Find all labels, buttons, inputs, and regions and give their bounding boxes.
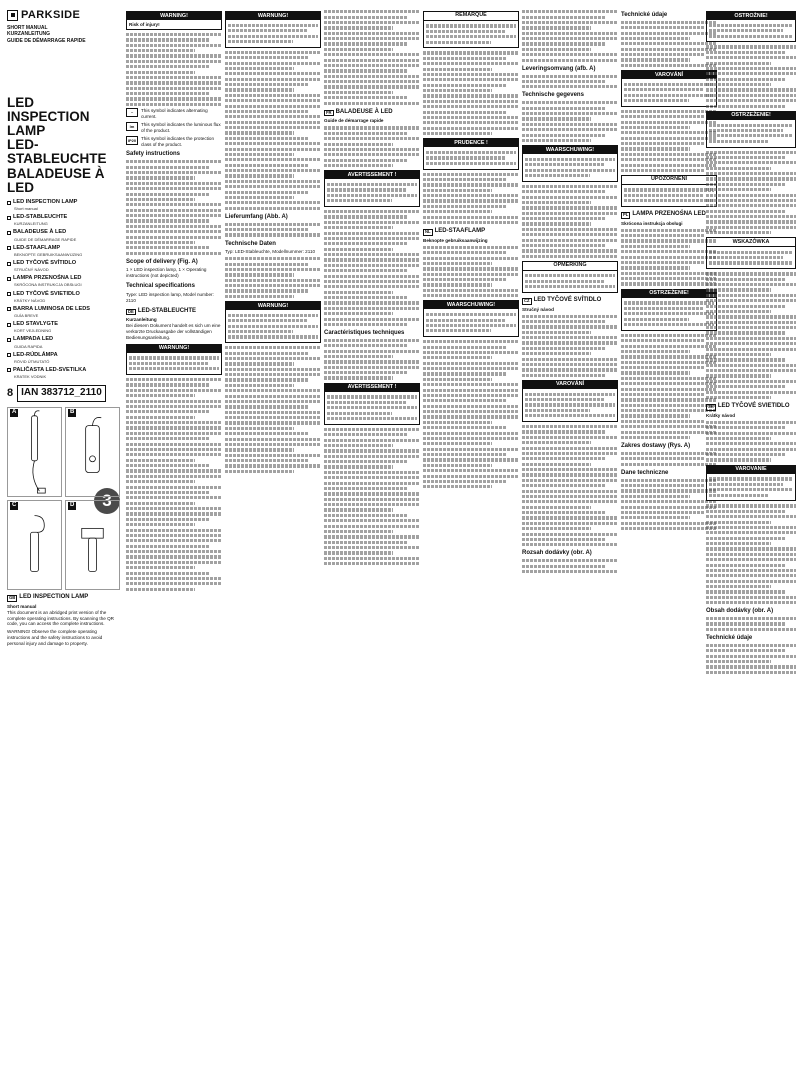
warning-label: VAROVÁNÍ — [523, 381, 617, 389]
warning-label: WARNUNG! — [226, 302, 320, 310]
warning-box — [621, 289, 717, 331]
body-text — [324, 210, 420, 326]
figure-label: A — [12, 409, 17, 416]
lamp-illustration-icon — [8, 408, 61, 496]
fig-heading: Zakres dostawy (Rys. A) — [621, 443, 691, 450]
flag-icon — [7, 307, 11, 311]
language-name: LAMPA PRZENOŚNA LED — [13, 275, 82, 282]
language-name: LED TYČOVÉ SVÍTIDLO — [13, 260, 77, 267]
warning-label: AVERTISSEMENT ! — [325, 384, 419, 392]
language-subtitle: Short manual — [14, 206, 38, 212]
body-text — [423, 340, 519, 488]
section-title: GB LED INSPECTION LAMP — [9, 594, 89, 601]
warning-box — [126, 344, 222, 375]
symbol-ip20: IP20 This symbol indicates the protection class of the product. — [127, 135, 215, 147]
language-subtitle: STRUČNÝ NÁVOD — [14, 267, 49, 273]
note-label: OPMERKING — [523, 262, 617, 271]
flag-icon — [7, 262, 11, 266]
language-subtitle: KRATEK VODNIK — [14, 374, 47, 380]
fig-heading: Rozsah dodávky (obr. A) — [522, 550, 592, 557]
section-subtitle: Krátky návod — [706, 412, 736, 418]
language-name: BARRA LUMINOSA DE LEDS — [13, 305, 90, 312]
flag-icon — [7, 338, 11, 342]
tech-heading: Caractéristiques techniques — [324, 330, 405, 337]
tech-text: Typ: LED-Stableuchte, Modellnummer: 2110 — [225, 249, 316, 255]
warning-box — [706, 111, 796, 148]
language-code-icon: SK — [708, 404, 714, 410]
language-name: PALIČASTA LED-SVETILKA — [13, 366, 87, 373]
language-code-icon: GB — [9, 595, 16, 601]
language-name: LED-STAAFLAMP — [13, 244, 61, 251]
language-name: BALADEUSE À LED — [13, 229, 67, 236]
edition-badge: 3 — [94, 488, 120, 514]
language-subtitle: GUÍA BREVE — [14, 312, 39, 318]
intro-text: Bei diesem Dokument handelt es sich um eine verkürzte Druckausgabe der vollständigen Bedienungsanleitung. — [126, 322, 221, 340]
section-subtitle: Guide de démarrage rapide — [324, 118, 384, 124]
warning-label: OSTRZEŻENIE! — [622, 290, 716, 298]
lamp-magnet-icon — [66, 501, 119, 589]
flag-icon — [7, 277, 11, 281]
brand-name: PARKSIDE — [21, 8, 81, 21]
section-subtitle: Skrócona instrukcja obsługi — [621, 220, 683, 226]
flag-icon — [7, 368, 11, 372]
document-type-list — [7, 25, 120, 44]
language-subtitle: GUIDA RAPIDA — [14, 343, 43, 349]
caution-label: OSTROŻNIE! — [707, 12, 795, 20]
section-title: DE LED-STABLEUCHTE — [128, 307, 197, 314]
flag-icon — [7, 323, 11, 327]
ip20-symbol-icon: IP20 — [127, 137, 137, 143]
warning-label: WAARSCHUWING! — [424, 301, 518, 309]
column-5 — [423, 8, 519, 1064]
symbol-ac: ~ This symbol indicates alternating current. — [126, 108, 222, 120]
body-text — [126, 160, 222, 255]
note-label: UPOZORNĚNÍ — [622, 176, 716, 185]
section-subtitle: Kurzanleitung — [126, 317, 157, 323]
note-box — [706, 237, 796, 269]
tech-heading: Technische Daten — [225, 240, 276, 247]
language-code-icon: PL — [623, 212, 629, 218]
column-6 — [522, 8, 618, 1064]
section-title: FR BALADEUSE À LED — [326, 108, 393, 115]
body-text — [126, 33, 222, 106]
column-2 — [126, 8, 222, 1064]
warning-box — [423, 138, 519, 169]
language-code-icon: FR — [326, 109, 332, 115]
en-section — [7, 594, 120, 646]
language-name: LED-STABLEUCHTE — [13, 214, 68, 221]
section-subtitle: Beknopte gebruiksaanwijzing — [423, 237, 488, 243]
title-fr: BALADEUSE À LED — [7, 165, 105, 195]
language-subtitle: RÖVID ÚTMUTATÓ — [14, 358, 50, 364]
section-subtitle: Stručný návod — [522, 306, 554, 312]
warning-text: Risk of injury! — [129, 21, 160, 27]
warning-label: WARNUNG! — [127, 345, 221, 353]
warning-box — [225, 11, 321, 48]
column-4 — [324, 8, 420, 1064]
body-text — [522, 10, 618, 62]
warning-label: WARNING! — [127, 12, 221, 20]
lamp-switch-icon — [66, 408, 119, 496]
fig-heading: Obsah dodávky (obr. A) — [706, 608, 774, 615]
ian-code: IAN 383712_2110 — [17, 385, 106, 402]
figure-label: C — [12, 502, 17, 509]
warning-box — [423, 300, 519, 337]
language-name: LED-RÚDLÁMPA — [13, 351, 58, 358]
warning-box — [324, 170, 420, 207]
language-code-icon: DE — [128, 308, 134, 314]
body-text — [324, 428, 420, 566]
warning-label: VAROVÁNÍ — [622, 71, 716, 79]
warning-box — [522, 145, 618, 182]
column-3 — [225, 8, 321, 1064]
figure-c — [7, 500, 62, 590]
caution-label: PRUDENCE ! — [424, 139, 518, 147]
warning-box — [706, 465, 796, 502]
language-subtitle: KURZANLEITUNG — [14, 221, 48, 227]
warning-label: WAARSCHUWING! — [523, 146, 617, 154]
note-label: WSKAZÓWKA — [707, 238, 795, 247]
figure-label: B — [70, 409, 75, 416]
language-subtitle: KRÁTKY NÁVOD — [14, 297, 46, 303]
section-title: PL LAMPA PRZENOŚNA LED — [623, 211, 706, 218]
title-en: LED INSPECTION LAMP — [7, 94, 90, 139]
parkside-logo-icon — [7, 10, 18, 21]
warning-box — [225, 301, 321, 343]
warning-box — [324, 383, 420, 425]
body-text — [324, 10, 420, 105]
section-title: SK LED TYČOVÉ SVIETIDLO — [708, 403, 790, 410]
tech-text: Type: LED inspection lamp, Model number: 2110 — [126, 291, 214, 303]
body-text — [423, 51, 519, 135]
warning-label: OSTRZEŻENIE! — [707, 112, 795, 120]
figure-d — [65, 500, 120, 590]
tech-heading: Technické údaje — [706, 635, 753, 642]
tech-heading: Technische gegevens — [522, 92, 584, 99]
warning-text: WARNING! Observe the complete operating instructions and the safety instructions to avoid personal injury and damage to property. — [7, 628, 103, 646]
warning-box — [706, 11, 796, 42]
symbol-lm: lm This symbol indicates the luminous flux of the product. — [126, 122, 222, 134]
ian-prefix: 8 — [7, 387, 14, 400]
section-title: CZ LED TYČOVÉ SVÍTIDLO — [524, 296, 602, 303]
section-title: NL LED-STAAFLAMP — [425, 228, 486, 235]
language-code-icon: NL — [425, 229, 431, 235]
fig-heading: Lieferumfang (Abb. A) — [225, 213, 288, 220]
fig-heading: Leveringsomvang (afb. A) — [522, 65, 596, 72]
language-name: LED STAVLYGTE — [13, 321, 58, 328]
language-code-icon: CZ — [524, 297, 530, 303]
language-list — [7, 199, 120, 379]
ac-symbol-icon: ~ — [126, 108, 138, 117]
figure-label: D — [70, 502, 75, 509]
column-8 — [706, 8, 796, 1064]
language-subtitle: KORT VEJLEDNING — [14, 328, 52, 334]
ian-row — [7, 385, 120, 401]
flag-icon — [7, 292, 11, 296]
figure-a — [7, 407, 62, 497]
flag-icon — [7, 201, 11, 205]
figure-b — [65, 407, 120, 497]
body-text — [225, 346, 321, 473]
lamp-hook-icon — [8, 501, 61, 589]
language-name: LED TYČOVÉ SVIETIDLO — [13, 290, 80, 297]
title-de: LED-STABLEUCHTE — [7, 137, 107, 167]
language-subtitle: GUIDE DE DÉMARRAGE RAPIDE — [14, 236, 77, 242]
flag-icon — [7, 246, 11, 250]
flag-icon — [7, 216, 11, 220]
doc-type-de: KURZANLEITUNG — [7, 31, 51, 38]
main-title — [7, 96, 120, 195]
cover-column — [7, 8, 120, 1064]
warning-label: VAROVANIE — [707, 466, 795, 474]
note-box — [621, 175, 717, 207]
intro-text: This document is an abridged print version of the complete operating instructions. By scanning the QR code, you can access the complete instructions. — [7, 609, 114, 627]
doc-type-fr: GUIDE DE DÉMARRAGE RAPIDE — [7, 37, 86, 44]
warning-label: WARNUNG! — [226, 12, 320, 20]
warning-label: AVERTISSEMENT ! — [325, 171, 419, 179]
body-text — [126, 378, 222, 591]
warning-box — [621, 70, 717, 107]
scope-heading: Scope of delivery (Fig. A) — [126, 258, 198, 265]
note-box — [522, 261, 618, 293]
safety-heading: Safety instructions — [126, 151, 181, 158]
language-name: LED INSPECTION LAMP — [13, 198, 78, 205]
tech-heading: Dane techniczne — [621, 469, 669, 476]
language-subtitle: SKRÓCONA INSTRUKCJA OBSŁUGI — [14, 282, 82, 288]
language-name: LAMPADA LED — [13, 336, 54, 343]
lumen-symbol-icon: lm — [126, 122, 138, 131]
warning-box — [126, 11, 222, 30]
body-text — [225, 51, 321, 210]
section-subtitle: Short manual — [7, 603, 37, 609]
note-box — [423, 11, 519, 48]
flag-icon — [7, 231, 11, 235]
scope-text: 1 × LED inspection lamp, 1 × Operating instructions (not depicted) — [126, 267, 207, 279]
warning-box — [522, 380, 618, 422]
tech-heading: Technické údaje — [621, 12, 668, 18]
language-subtitle: BEKNOPTE GEBRUIKSAANWIJZING — [14, 251, 83, 257]
column-7 — [621, 8, 717, 1064]
note-label: REMARQUE — [424, 12, 518, 21]
doc-type-en: SHORT MANUAL — [7, 25, 48, 31]
flag-icon — [7, 353, 11, 357]
tech-heading: Technical specifications — [126, 283, 195, 290]
brand-logo — [7, 8, 120, 22]
